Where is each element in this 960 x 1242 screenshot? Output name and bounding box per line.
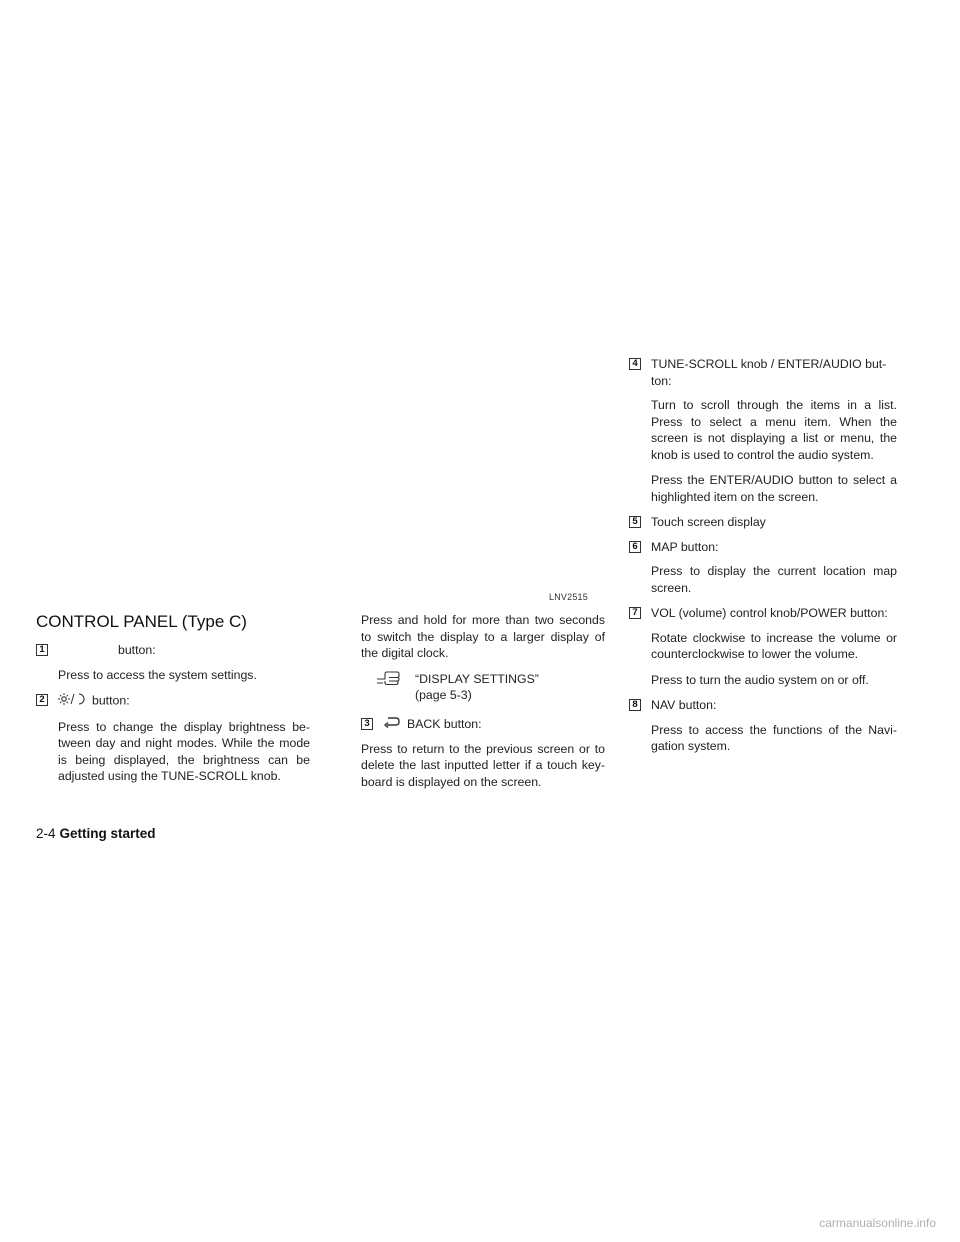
item-6 <box>629 539 897 556</box>
item-2-continued: Press and hold for more than two seconds to switch the display to a larger display of the digital clock. <box>361 613 605 660</box>
item-number-2: 2 <box>36 694 48 706</box>
item-8 <box>629 697 897 714</box>
reference-hand-icon <box>375 671 401 694</box>
item-3-title: BACK button: <box>407 716 482 731</box>
item-4 <box>629 356 897 389</box>
item-5-title: Touch screen display <box>651 515 766 529</box>
item-7-description-2: Press to turn the audio system on or off. <box>651 672 869 687</box>
item-6-title: MAP button: <box>651 539 719 554</box>
item-number-7: 7 <box>629 607 641 619</box>
item-1-title: button: <box>118 643 156 657</box>
item-number-4: 4 <box>629 358 641 370</box>
item-number-3: 3 <box>361 718 373 730</box>
page-footer <box>36 826 156 841</box>
item-2-description: Press to change the display brightness be-tween day and night modes. While the mode is being displayed, the brightness can be adjusted using the TUNE-SCROLL knob. <box>58 719 310 783</box>
item-7-description-1: Rotate clockwise to increase the volume or counterclockwise to lower the volume. <box>651 630 897 661</box>
chapter-title: Getting started <box>59 826 156 841</box>
item-1 <box>36 642 310 659</box>
section-title: CONTROL PANEL (Type C) <box>36 612 247 631</box>
back-arrow-icon <box>383 716 401 733</box>
item-number-6: 6 <box>629 541 641 553</box>
item-8-title: NAV button: <box>651 698 717 712</box>
watermark: carmanualsonline.info <box>819 1216 936 1230</box>
item-number-8: 8 <box>629 699 641 711</box>
item-2-title: button: <box>92 693 130 708</box>
item-6-description: Press to display the current location map screen. <box>651 564 897 595</box>
item-3-description: Press to return to the previous screen or to delete the last inputted letter if a touch key-board is displayed on the screen. <box>361 741 605 789</box>
item-3 <box>361 716 605 733</box>
column-3 <box>629 356 897 764</box>
item-2 <box>36 692 310 711</box>
item-4-description-2: Press the ENTER/AUDIO button to select a highlighted item on the screen. <box>651 473 897 504</box>
cross-reference <box>375 671 605 704</box>
item-7-title: VOL (volume) control knob/POWER button: <box>651 606 888 620</box>
item-8-description: Press to access the functions of the Navi-gation system. <box>651 722 897 753</box>
reference-title[interactable]: “DISPLAY SETTINGS” <box>415 671 539 686</box>
item-number-1: 1 <box>36 644 48 656</box>
item-4-title: TUNE-SCROLL knob / ENTER/AUDIO but-ton: <box>651 357 887 388</box>
item-1-description: Press to access the system settings. <box>58 667 257 682</box>
item-5 <box>629 514 897 531</box>
column-2 <box>361 612 605 799</box>
sun-moon-icon <box>58 692 86 711</box>
item-number-5: 5 <box>629 516 641 528</box>
column-1 <box>36 642 310 794</box>
item-7 <box>629 605 897 622</box>
item-4-description-1: Turn to scroll through the items in a list. Press to select a menu item. When the screen is not displaying a list or menu, the knob is used to control the audio system. <box>651 398 897 462</box>
figure-label: LNV2515 <box>549 592 588 602</box>
page-number: 2-4 <box>36 826 56 841</box>
reference-page[interactable]: (page 5-3) <box>415 688 472 702</box>
